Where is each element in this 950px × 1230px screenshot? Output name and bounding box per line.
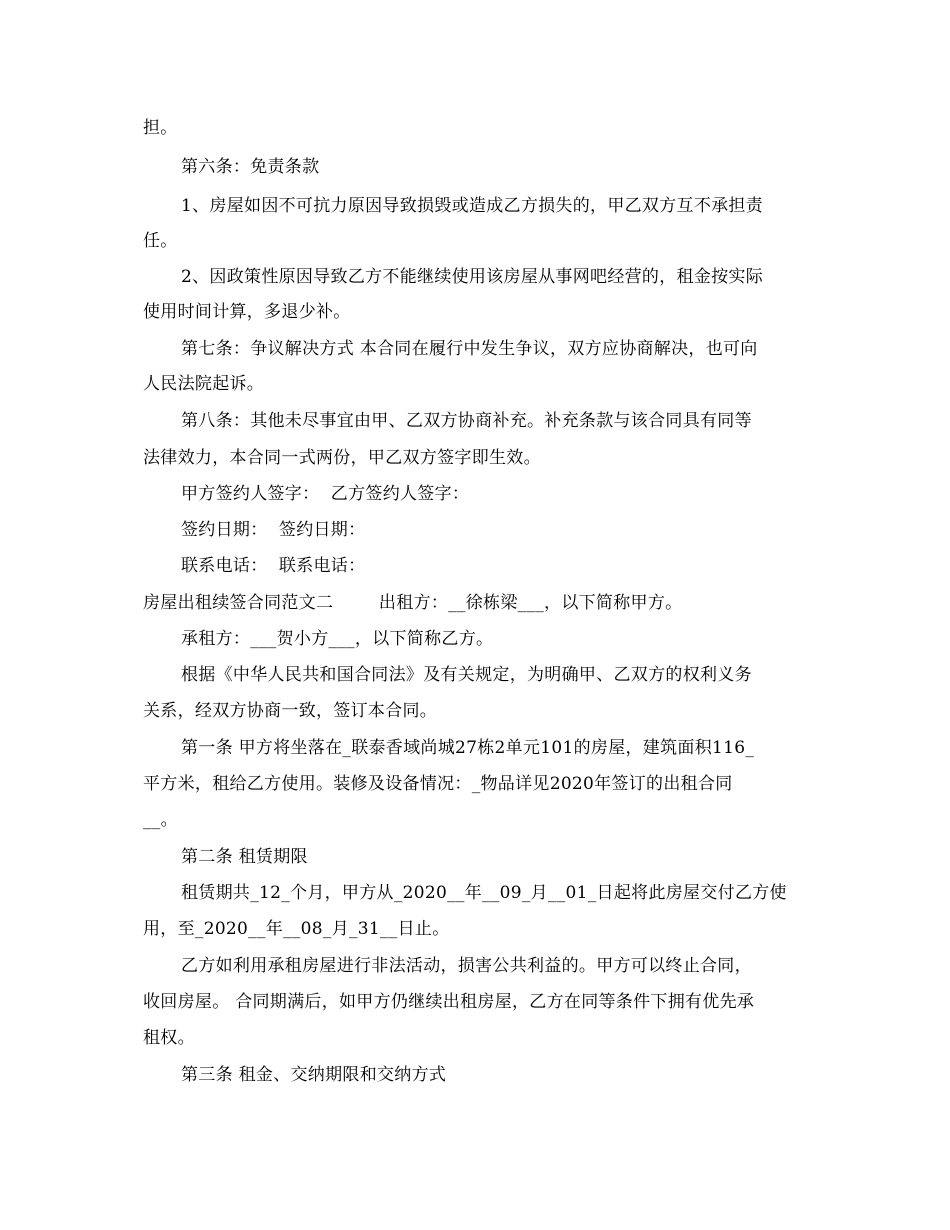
section-heading: 第六条：免责条款	[181, 157, 320, 177]
text-line: 2、因政策性原因导致乙方不能继续使用该房屋从事网吧经营的，租金按实际	[181, 267, 764, 287]
date-line: 签约日期： 签约日期：	[181, 520, 366, 540]
text-line: 担。	[143, 118, 178, 138]
text-line: 承租方：___贺小方___，以下简称乙方。	[181, 629, 494, 649]
phone-line: 联系电话： 联系电话：	[181, 556, 366, 576]
text-line: __。	[143, 810, 178, 830]
document-title-line: 房屋出租续签合同范文二 出租方：__徐栋梁___，以下简称甲方。	[143, 593, 683, 613]
section-heading: 第七条：争议解决方式 本合同在履行中发生争议，双方应协商解决，也可向	[181, 339, 758, 359]
section-heading: 第一条 甲方将坐落在_联泰香域尚城27栋2单元101的房屋，建筑面积116_	[181, 738, 755, 758]
section-heading: 第八条：其他未尽事宜由甲、乙双方协商补充。补充条款与该合同具有同等	[181, 411, 752, 431]
text-line: 关系，经双方协商一致，签订本合同。	[143, 701, 438, 721]
text-line: 收回房屋。 合同期满后，如甲方仍继续出租房屋，乙方在同等条件下拥有优先承	[143, 992, 755, 1012]
text-line: 1、房屋如因不可抗力原因导致损毁或造成乙方损失的，甲乙双方互不承担责	[181, 196, 764, 216]
section-heading: 第三条 租金、交纳期限和交纳方式	[181, 1065, 447, 1085]
text-line: 用，至_2020__年__08_月_31__日止。	[143, 919, 450, 939]
text-line: 使用时间计算，多退少补。	[143, 302, 351, 322]
text-line: 任。	[143, 231, 178, 251]
text-line: 租赁期共_12_个月，甲方从_2020__年__09_月__01_日起将此房屋交付乙方使	[181, 883, 787, 903]
section-heading: 第二条 租赁期限	[181, 847, 308, 867]
text-line: 根据《中华人民共和国合同法》及有关规定，为明确甲、乙双方的权利义务	[181, 665, 752, 685]
text-line: 平方米，租给乙方使用。装修及设备情况：_物品详见2020年签订的出租合同	[143, 774, 733, 794]
text-line: 法律效力，本合同一式两份，甲乙双方签字即生效。	[143, 448, 541, 468]
text-line: 乙方如利用承租房屋进行非法活动，损害公共利益的。甲方可以终止合同，	[181, 956, 752, 976]
text-line: 租权。	[143, 1028, 195, 1048]
signature-line: 甲方签约人签字： 乙方签约人签字：	[181, 484, 470, 504]
text-line: 人民法院起诉。	[143, 374, 265, 394]
